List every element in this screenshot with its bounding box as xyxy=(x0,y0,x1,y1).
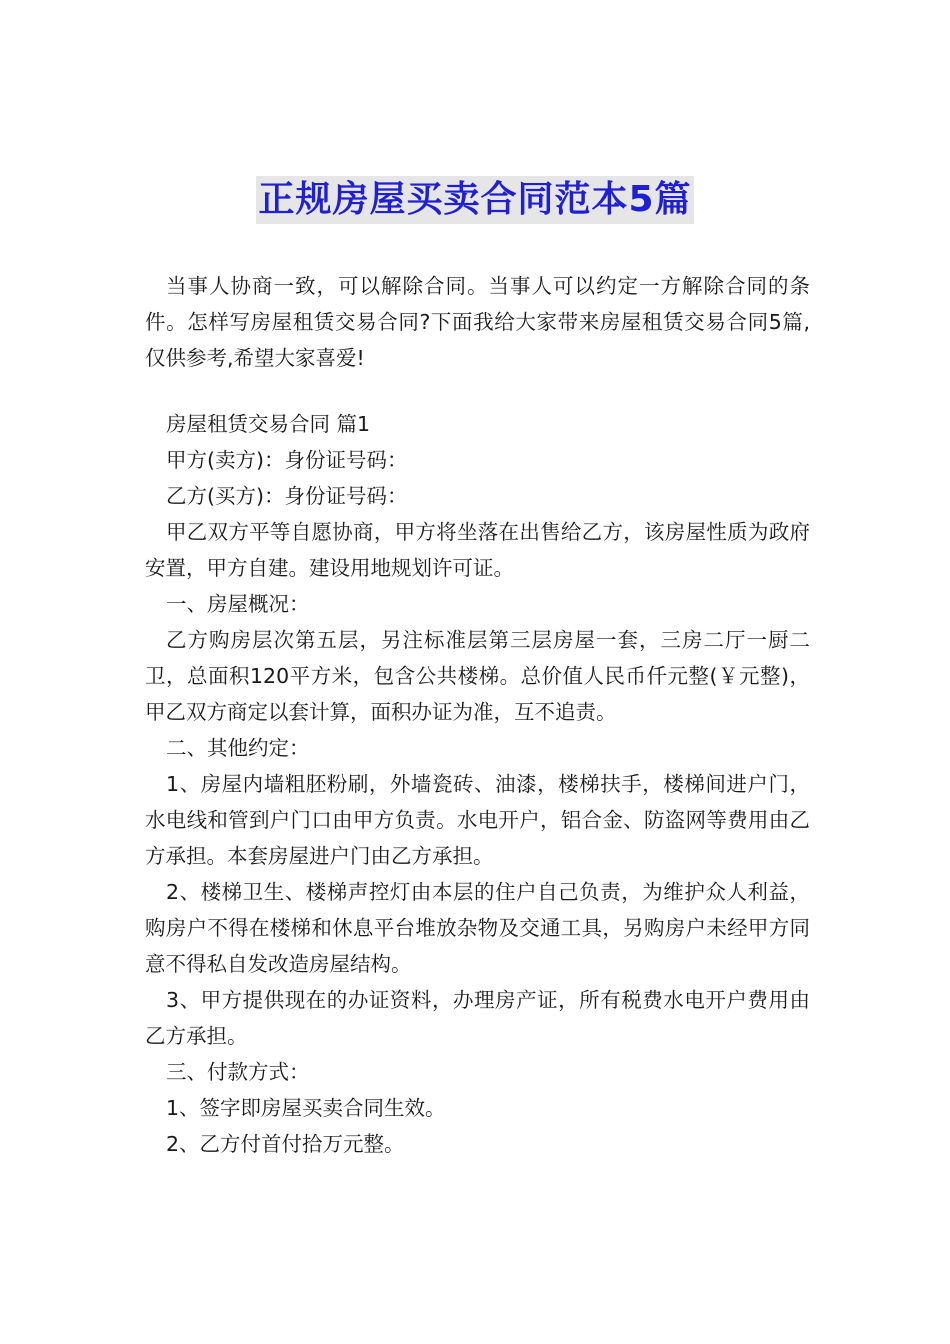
section-heading-contract-1: 房屋租赁交易合同 篇1 xyxy=(166,412,371,436)
document-title: 正规房屋买卖合同范本5篇 xyxy=(256,176,693,224)
section-heading-house-overview: 一、房屋概况： xyxy=(166,592,310,616)
document-body xyxy=(145,268,810,1162)
agreement-paragraph: 甲乙双方平等自愿协商，甲方将坐落在出售给乙方，该房屋性质为政府安置，甲方自建。建设用地规划许可证。 xyxy=(145,520,810,580)
term-item-1: 1、房屋内墙粗胚粉刷，外墙瓷砖、油漆，楼梯扶手，楼梯间进户门，水电线和管到户门口由甲方负责。水电开户，铝合金、防盗网等费用由乙方承担。本套房屋进户门由乙方承担。 xyxy=(145,772,810,868)
term-item-2: 2、楼梯卫生、楼梯声控灯由本层的住户自己负责，为维护众人利益，购房户不得在楼梯和休息平台堆放杂物及交通工具，另购房户未经甲方同意不得私自发改造房屋结构。 xyxy=(145,880,810,976)
term-item-3: 3、甲方提供现在的办证资料，办理房产证，所有税费水电开户费用由乙方承担。 xyxy=(145,988,810,1048)
intro-paragraph: 当事人协商一致，可以解除合同。当事人可以约定一方解除合同的条件。怎样写房屋租赁交易合同?下面我给大家带来房屋租赁交易合同5篇,仅供参考,希望大家喜爱! xyxy=(145,274,810,370)
payment-item-2: 2、乙方付首付拾万元整。 xyxy=(166,1132,405,1156)
paragraph-gap xyxy=(145,376,810,406)
payment-item-1: 1、签字即房屋买卖合同生效。 xyxy=(166,1096,446,1120)
section-heading-payment: 三、付款方式： xyxy=(166,1060,310,1084)
title-container xyxy=(0,176,950,224)
party-a-line: 甲方(卖方)：身份证号码： xyxy=(166,448,408,472)
party-b-line: 乙方(买方)：身份证号码： xyxy=(166,484,408,508)
house-overview-paragraph: 乙方购房层次第五层，另注标准层第三层房屋一套，三房二厅一厨二卫，总面积120平方米，包含公共楼梯。总价值人民币仟元整(￥元整)，甲乙双方商定以套计算，面积办证为准，互不追责。 xyxy=(145,628,810,724)
section-heading-other-terms: 二、其他约定： xyxy=(166,736,310,760)
